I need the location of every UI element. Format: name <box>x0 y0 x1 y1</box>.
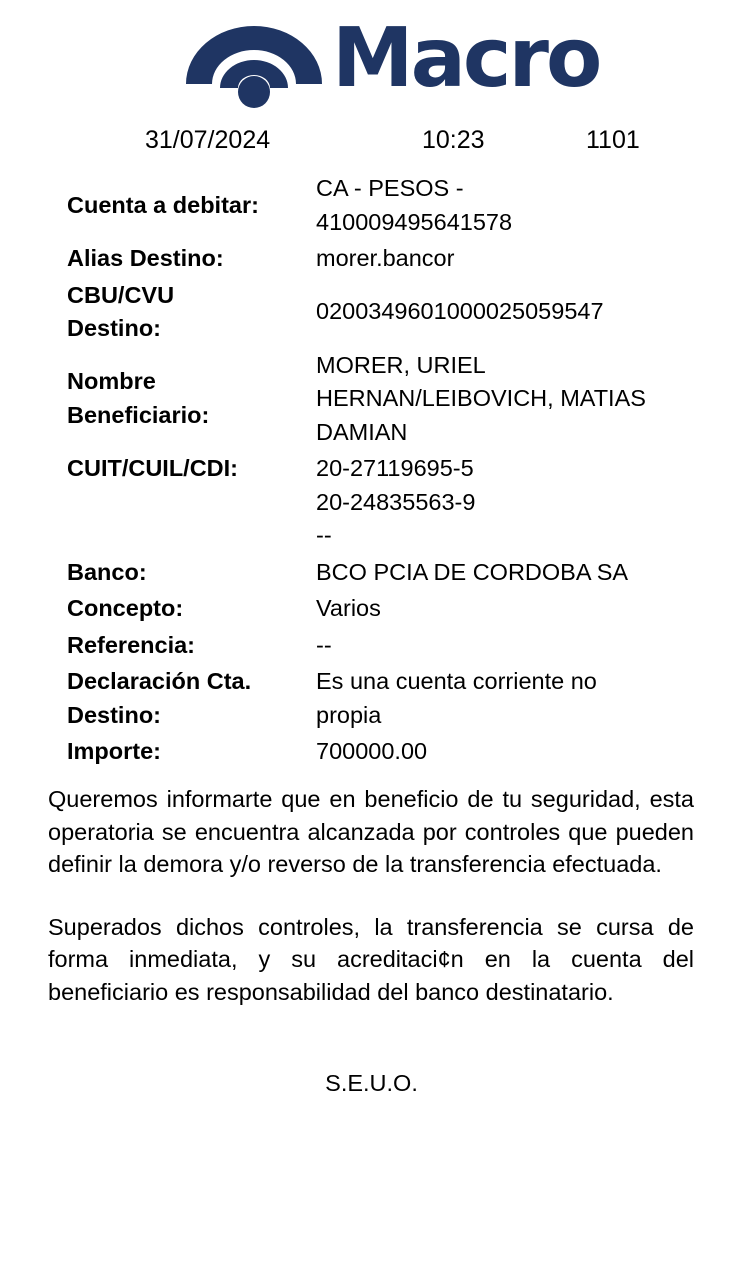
cuenta-value-line: 410009495641578 <box>316 208 513 235</box>
banco-label: Banco: <box>67 558 147 585</box>
seuo-footer: S.E.U.O. <box>325 1070 418 1096</box>
concepto-label: Concepto: <box>67 595 184 621</box>
cuit-value-line: 20-27119695-5 <box>316 455 474 481</box>
row-referencia <box>67 629 707 663</box>
banco-value: BCO PCIA DE CORDOBA SA <box>316 558 629 585</box>
row-concepto <box>67 592 707 626</box>
declaracion-value-line: Es una cuenta corriente no <box>316 668 597 694</box>
declaracion-label-line: Destino: <box>67 701 161 728</box>
row-declaracion <box>67 665 707 732</box>
declaracion-value <box>316 665 707 732</box>
cuit-label: CUIT/CUIL/CDI: <box>67 455 239 481</box>
referencia-value: -- <box>316 631 332 658</box>
row-nombre <box>67 349 707 450</box>
nombre-value-line: HERNAN/LEIBOVICH, MATIAS <box>316 385 646 411</box>
macro-logo <box>184 11 600 114</box>
referencia-label: Referencia: <box>67 631 195 658</box>
alias-label: Alias Destino: <box>67 245 224 271</box>
row-cuit <box>67 452 707 553</box>
nombre-value <box>316 349 707 450</box>
row-importe <box>67 735 707 769</box>
row-alias <box>67 242 707 276</box>
nombre-label-line: Beneficiario: <box>67 401 210 428</box>
cbu-label-line: CBU/CVU <box>67 281 175 308</box>
importe-label: Importe: <box>67 738 161 764</box>
cbu-label-line: Destino: <box>67 315 161 341</box>
cbu-label <box>67 279 316 346</box>
notice-paragraph: Queremos informarte que en beneficio de tu seguridad, esta operatoria se encuentra alcanzada por controles que pueden definir la demora y/o reverso de la transferencia efectuada. <box>48 786 694 877</box>
nombre-value-line: DAMIAN <box>316 418 408 445</box>
macro-logo-wordmark: Macro <box>332 11 600 106</box>
cuenta-label: Cuenta a debitar: <box>67 191 259 218</box>
receipt-code: 1101 <box>586 126 640 154</box>
row-cuenta <box>67 172 707 239</box>
receipt-time: 10:23 <box>422 126 485 154</box>
cbu-value: 0200349601000025059547 <box>316 298 604 325</box>
security-notice <box>48 783 694 1038</box>
row-banco <box>67 556 707 590</box>
cuit-value-line: 20-24835563-9 <box>316 488 476 515</box>
receipt-date: 31/07/2024 <box>145 126 271 154</box>
receipt-meta <box>0 126 743 160</box>
declaracion-label-line: Declaración Cta. <box>67 668 252 694</box>
declaracion-label <box>67 665 316 732</box>
cuenta-value-line: CA - PESOS - <box>316 175 464 201</box>
cuit-value-line: -- <box>316 522 332 548</box>
alias-value: morer.bancor <box>316 245 455 271</box>
nombre-label-line: Nombre <box>67 368 156 395</box>
notice-paragraph: Superados dichos controles, la transferencia se cursa de forma inmediata, y su acreditaci¢n en la cuenta del beneficiario es responsabilidad del banco destinatario. <box>48 913 694 1005</box>
macro-logo-arcs-icon <box>184 22 324 114</box>
cuit-value <box>316 452 707 553</box>
cuenta-value <box>316 172 707 239</box>
importe-value: 700000.00 <box>316 738 428 764</box>
concepto-value: Varios <box>316 595 381 621</box>
row-cbu <box>67 279 707 346</box>
transfer-details <box>67 172 707 772</box>
declaracion-value-line: propia <box>316 701 382 728</box>
nombre-label <box>67 365 316 432</box>
nombre-value-line: MORER, URIEL <box>316 351 486 378</box>
